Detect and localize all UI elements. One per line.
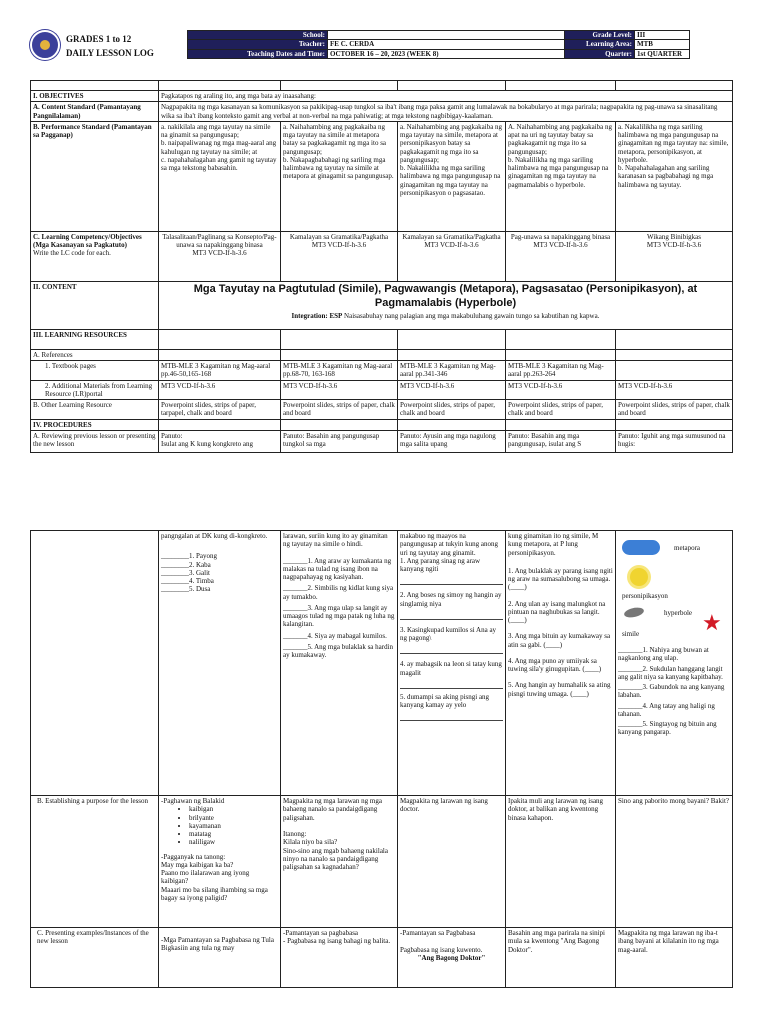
references-label: A. References <box>31 349 159 360</box>
integration-label: Integration: ESP <box>291 312 343 321</box>
objectives-text: Pagkatapos ng araling ito, ang mga bata ay inaasahang: <box>159 91 733 102</box>
presenting-row <box>31 928 733 988</box>
p2-r2-mon-tail: -Pagganyak na tanong: May mga kaibigan ka ba? Paano mo ilalarawan ang iyong kaibigan? Maaari mo ba silang ihambing sa mga bagay sa iyong paligid? <box>161 852 268 902</box>
perf-cell-mon: a. nakikilala ang mga tayutay na simile na ginamit sa pangungusap; b. naipapaliwanag ng mga mag-aaral ang kahulugan ng tayutay na simile; at c. napahahalagahan ang gamit ng tayutay sa mga tekstong babasahin. <box>159 121 281 231</box>
list-item: • matatag <box>189 830 278 838</box>
quarter-label: Quarter: <box>565 49 635 58</box>
competency-label-cell <box>31 231 159 281</box>
p2-r1-wed-text: makabuo ng maayos na pangungusap at tukyin kung anong uri ng tayutay ang ginamit. <box>400 532 498 557</box>
shape-label-personipikasyon: personipikasyon <box>622 592 668 600</box>
moon-icon <box>623 606 644 619</box>
other-cell-wed: Powerpoint slides, strips of paper, chalk and board <box>398 400 506 420</box>
content-standard-row <box>31 102 733 122</box>
p2-r3-wed-text: -Pamantayan sa Pagbabasa Pagbabasa ng isang kuwento. <box>400 929 483 954</box>
quarter-value: 1st QUARTER <box>635 49 690 58</box>
p2-r2-wed: Magpakita ng larawan ng isang doctor. <box>398 796 506 928</box>
purpose-row <box>31 796 733 928</box>
p2-r3-mon: -Mga Pamantayan sa Pagbabasa ng Tula Bigkasiin ang tula ng may <box>159 928 281 988</box>
p2-r1-mon <box>159 531 281 796</box>
p2-r2-mon <box>159 796 281 928</box>
answer-line <box>400 644 503 654</box>
reviewing-row <box>31 430 733 452</box>
area-label: Learning Area: <box>565 40 635 49</box>
list-item: 5. dumampi sa aking pisngi ang kanyang kamay ay yelo <box>400 692 490 709</box>
content-label: II. CONTENT <box>31 281 159 329</box>
presenting-label: C. Presenting examples/Instances of the new lesson <box>31 928 159 988</box>
other-cell-mon: Powerpoint slides, strips of paper, tarpapel, chalk and board <box>159 400 281 420</box>
teacher-value: FE C. CERDA <box>328 40 565 49</box>
p2-r2-mon-head: -Paghawan ng Balakid <box>161 797 225 805</box>
additional-cell-fri: MT3 VCD-If-h-3.6 <box>616 380 733 400</box>
reviewing-label: A. Reviewing previous lesson or presenting the new lesson <box>31 430 159 452</box>
reviewing-continued-row <box>31 531 733 796</box>
p2-r2-thu: Ipakita muli ang larawan ng isang doktor, at balikan ang kwentong binasa kahapon. <box>506 796 616 928</box>
list-item: 3. Ang mga bituin ay kumakaway sa atin sa gabi. (____) <box>508 632 611 649</box>
p2-r1-fri <box>616 531 733 796</box>
textbook-cell-tue: MTB-MLE 3 Kagamitan ng Mag-aaral pp.68-70, 163-168 <box>281 361 398 381</box>
list-item: 3. Kasingkupad kumilos si Ana ay ng pagong\ <box>400 625 497 642</box>
dates-label: Teaching Dates and Time: <box>188 49 328 58</box>
p2-r1-wed <box>398 531 506 796</box>
lc-cell-fri: Wikang Binibigkas MT3 VCD-If-h-3.6 <box>616 231 733 281</box>
integration-line <box>161 312 730 320</box>
lesson-table-page1 <box>30 80 733 453</box>
story-title: "Ang Bagong Doktor" <box>417 953 486 962</box>
p2-r1-mon-list <box>161 552 278 593</box>
lc-cell-mon: Talasalitaan/Paglinang sa Konsepto/Pag-unawa sa napakinggang binasa MT3 VCD-If-h-3.6 <box>159 231 281 281</box>
list-item: _______1. Nahiya ang buwan at nagkanlong ang ulap. <box>618 646 709 663</box>
textbook-cell-mon: MTB-MLE 3 Kagamitan ng Mag-aaral pp.46-50,165-168 <box>159 361 281 381</box>
perf-cell-wed: a. Naihahambing ang pagkakaiba ng mga tayutay na simile, metapora at personipikasyon batay sa pagkakagamit ng mga ito sa pangungusap; b. Nakalilikha ng mga sariling halimbawa ng mga pangungusap na ginagamitan ng mga tayutay na personipikasyon o pagsasatao. <box>398 121 506 231</box>
title-line2: DAILY LESSON LOG <box>66 47 154 58</box>
p2-r1-tue-text: larawan, suriin kung ito ay ginamitan ng tayutay na simile o hindi. <box>283 532 388 549</box>
list-item: 2. Ang boses ng simoy ng hangin ay singlamig niya <box>400 591 502 608</box>
resources-label: III. LEARNING RESOURCES <box>31 329 159 349</box>
textbook-cell-wed: MTB-MLE 3 Kagamitan ng Mag-aaral pp.341-346 <box>398 361 506 381</box>
perf-cell-fri: a. Nakalilikha ng mga sariling halimbawa ng mga pangungusap na ginagamitan ng mga tayutay na: simile, metapora, personipikasyon, at hyperbole. b. Napahahalagahan ang sariling karanasan sa pagbabahagi ng mga halimbawa ng tayutay. <box>616 121 733 231</box>
shape-label-metapora: metapora <box>674 544 701 552</box>
list-item: ________5. Dusa <box>161 585 211 594</box>
list-item: • naliligaw <box>189 838 278 846</box>
additional-materials-label: 2. Additional Materials from Learning Resource (LR)portal <box>31 380 159 400</box>
procedures-row <box>31 419 733 430</box>
other-cell-tue: Powerpoint slides, strips of paper, chalk and board <box>281 400 398 420</box>
shape-label-hyperbole: hyperbole <box>664 609 692 617</box>
list-item: _______3. Ang mga ulap sa langit ay umaagos tulad ng mga patak ng luha ng kalangitan. <box>283 603 395 629</box>
deped-seal-icon <box>30 30 60 60</box>
list-item: 5. Ang hangin ay humahalik sa ating pisngi tuwing umaga. (____) <box>508 681 611 698</box>
star-icon: ★ <box>702 610 722 635</box>
lc-cell-wed: Kamalayan sa Gramatika/Pagkatha MT3 VCD-If-h-3.6 <box>398 231 506 281</box>
list-item: _______1. Ang araw ay kumakanta ng malakas na tulad ng isang ibon na nagpapahayag ng kasiyahan. <box>283 556 392 581</box>
perf-cell-thu: A. Naihahambing ang pagkakaiba ng apat na uri ng tayutay batay sa pagkakagamit ng mga ito sa pangungusap; b. Nakalilikha ng mga sariling halimbawa ng mga pangungusap na ginagamitan ng mga tayutay na pagmamalabis o hyperbole. <box>506 121 616 231</box>
additional-cell-wed: MT3 VCD-If-h-3.6 <box>398 380 506 400</box>
p2-r2-fri: Sino ang paborito mong bayani? Bakit? <box>616 796 733 928</box>
list-item: 1. Ang parang sinag ng araw kanyang ngiti <box>400 556 481 573</box>
shape-label-simile: simile <box>622 630 640 638</box>
lesson-table-page2 <box>30 530 733 988</box>
other-resource-label: B. Other Learning Resource <box>31 400 159 420</box>
list-item: _______2. Sukdulan hanggang langit ang galit niya sa kanyang kapitbahay. <box>618 664 723 681</box>
p2-r2-tue: Magpakita ng mga larawan ng mga bahaeng nanalo sa pandaigdigang paligsahan. Itanong: Kilala niyo ba sila? Sino-sino ang mgab bahaeng nakilala ninyo na nanalo sa pandaigdigang paligsahan sa kagnadahan? <box>281 796 398 928</box>
content-topic: Mga Tayutay na Pagtutulad (Simile), Pagwawangis (Metapora), Pagsasatao (Personipikasyon), at Pagmamalabis (Hyperbole) <box>193 282 698 309</box>
list-item: 1. Ang bulaklak ay parang isang ngiti ng araw na sumasalubong sa umaga. (____) <box>508 566 613 592</box>
answer-line <box>400 610 503 620</box>
p2-r3-tue: -Pamantayan sa pagbabasa - Pagbabasa ng isang bahagi ng balita. <box>281 928 398 988</box>
perf-cell-tue: a. Naihahambing ang pagkakaiba ng mga tayutay na simile at metapora batay sa pagkakagamit ng mga ito sa pangungusap; b. Nakapagbabahagi ng sariling mga halimbawa ng tayutay na simile at metapora at ginagamit sa pangungusap. <box>281 121 398 231</box>
answer-line <box>400 679 503 689</box>
content-row <box>31 281 733 329</box>
sun-icon <box>630 568 648 586</box>
list-item: 2. Ang ulan ay isang malungkot na pintuan na naghubukas sa langit. (____) <box>508 599 606 624</box>
shape-legend <box>618 532 730 640</box>
list-item: _______3. Gabundok na ang kanyang labahan. <box>618 683 725 700</box>
other-cell-fri: Powerpoint slides, strips of paper, chalk and board <box>616 400 733 420</box>
list-item: ________4. Timba <box>161 577 214 585</box>
textbook-label: 1. Textbook pages <box>31 361 159 381</box>
procedures-label: IV. PROCEDURES <box>31 419 159 430</box>
performance-standard-label: B. Performance Standard (Pamantayan sa Pagganap) <box>31 121 159 231</box>
list-item: _______2. Simbilis ng kidlat kung siya ay tumakbo. <box>283 584 394 601</box>
p2-r3-fri: Magpakita ng mga larawan ng iba-t ibang bayani at kilalanin ito ng mga mag-aaral. <box>616 928 733 988</box>
dates-value: OCTOBER 16 – 20, 2023 (WEEK 8) <box>328 49 565 58</box>
purpose-label: B. Establishing a purpose for the lesson <box>31 796 159 928</box>
day-header-row <box>31 81 733 91</box>
list-item: • kayamanan <box>189 822 278 830</box>
resources-row <box>31 329 733 349</box>
list-item: _______4. Siya ay mabagal kumilos. <box>283 631 387 640</box>
textbook-cell-thu: MTB-MLE 3 Kagamitan ng Mag-aaral pp.263-264 <box>506 361 616 381</box>
p2-r1-mon-text: pangngalan at DK kung di-kongkreto. <box>161 532 268 540</box>
area-value: MTB <box>635 40 690 49</box>
title-line1: GRADES 1 to 12 <box>66 34 132 44</box>
other-resource-row <box>31 400 733 420</box>
reviewing-cell-mon: Panuto: Isulat ang K kung kongkreto ang <box>159 430 281 452</box>
additional-cell-tue: MT3 VCD-If-h-3.6 <box>281 380 398 400</box>
objectives-row <box>31 91 733 102</box>
content-standard-text: Nagpapakita ng mga kasanayan sa komunikasyon sa pakikipag-usap tungkol sa iba't ibang mga paksa gamit ang lumalawak na bokabularyo at mga parirala; nagpapakita ng pag-unawa sa sinasalitang wika sa iba't ibang konteksto gamit ang verbal at non-verbal na mga pahiwatig; at mga tekstong nagbibigay-kaalaman. <box>159 102 733 122</box>
list-item: 4. Ang mga puno ay umiiyak sa tuwing sila'y ginugupitan. (____) <box>508 656 602 673</box>
lc-cell-tue: Kamalayan sa Gramatika/Pagkatha MT3 VCD-If-h-3.6 <box>281 231 398 281</box>
list-item: _______5. Ang mga bulaklak sa hardin ay kumakaway. <box>283 642 394 659</box>
school-value <box>328 31 565 40</box>
reviewing-cell-thu: Panuto: Basahin ang mga pangungusap, isulat ang S <box>506 430 616 452</box>
textbook-cell-fri <box>616 361 733 381</box>
content-standard-label: A. Content Standard (Pamantayang Pangnilalaman) <box>31 102 159 122</box>
school-label: School: <box>188 31 328 40</box>
list-item: • brilyante <box>189 814 278 822</box>
competency-row <box>31 231 733 281</box>
teacher-label: Teacher: <box>188 40 328 49</box>
meta-table <box>187 30 690 59</box>
p2-r1-thu <box>506 531 616 796</box>
performance-standard-row <box>31 121 733 231</box>
balakid-list <box>189 805 278 846</box>
list-item: _______5. Singtayog ng bituin ang kanyang pangarap. <box>618 720 717 737</box>
additional-cell-mon: MT3 VCD-If-h-3.6 <box>159 380 281 400</box>
reviewing-cell-fri: Panuto: Iguhit ang mga sumusunod na hugis: <box>616 430 733 452</box>
competency-note: Write the LC code for each. <box>33 249 111 258</box>
integration-text: Naisasabuhay nang palagian ang mga makabuluhang gawain tungo sa kabutihan ng kapwa. <box>342 312 600 321</box>
content-topic-cell <box>159 281 733 329</box>
textbook-row <box>31 361 733 381</box>
reviewing-cell-wed: Panuto: Ayusin ang mga nagulong mga salita upang <box>398 430 506 452</box>
competency-label: C. Learning Competency/Objectives (Mga Kasanayan sa Pagkatuto) <box>33 232 142 249</box>
p2-r1-tue <box>281 531 398 796</box>
lc-cell-thu: Pag-unawa sa napakinggang binasa MT3 VCD-If-h-3.6 <box>506 231 616 281</box>
p2-r3-wed <box>398 928 506 988</box>
additional-cell-thu: MT3 VCD-If-h-3.6 <box>506 380 616 400</box>
answer-line <box>400 711 503 721</box>
list-item: 4. ay mabagsik na leon si tatay kung magalit <box>400 660 502 677</box>
answer-line <box>400 575 503 585</box>
references-row <box>31 349 733 360</box>
cloud-icon <box>622 540 660 555</box>
lesson-log-header <box>30 30 683 64</box>
additional-materials-row <box>31 380 733 400</box>
p2-r3-thu: Basahin ang mga parirala na sinipi mula sa kwentong "Ang Bagong Doktor". <box>506 928 616 988</box>
log-title <box>66 33 154 60</box>
objectives-label: I. OBJECTIVES <box>31 91 159 102</box>
grade-label: Grade Level: <box>565 31 635 40</box>
list-item: ________2. Kaba <box>161 560 211 569</box>
list-item: ________3. Galit <box>161 568 210 577</box>
list-item: • kaibigan <box>189 805 278 813</box>
p2-r1-thu-text: kung ginamitan ito ng simile, M kung metapora, at P lung personipikasyon. <box>508 532 599 557</box>
list-item: _______4. Ang tatay ang haligi ng tahanan. <box>618 701 715 718</box>
reviewing-cell-tue: Panuto: Basahin ang pangungusap tungkol sa mga <box>281 430 398 452</box>
other-cell-thu: Powerpoint slides, strips of paper, chalk and board <box>506 400 616 420</box>
list-item: ________1. Payong <box>161 552 217 561</box>
grade-value: III <box>635 31 690 40</box>
